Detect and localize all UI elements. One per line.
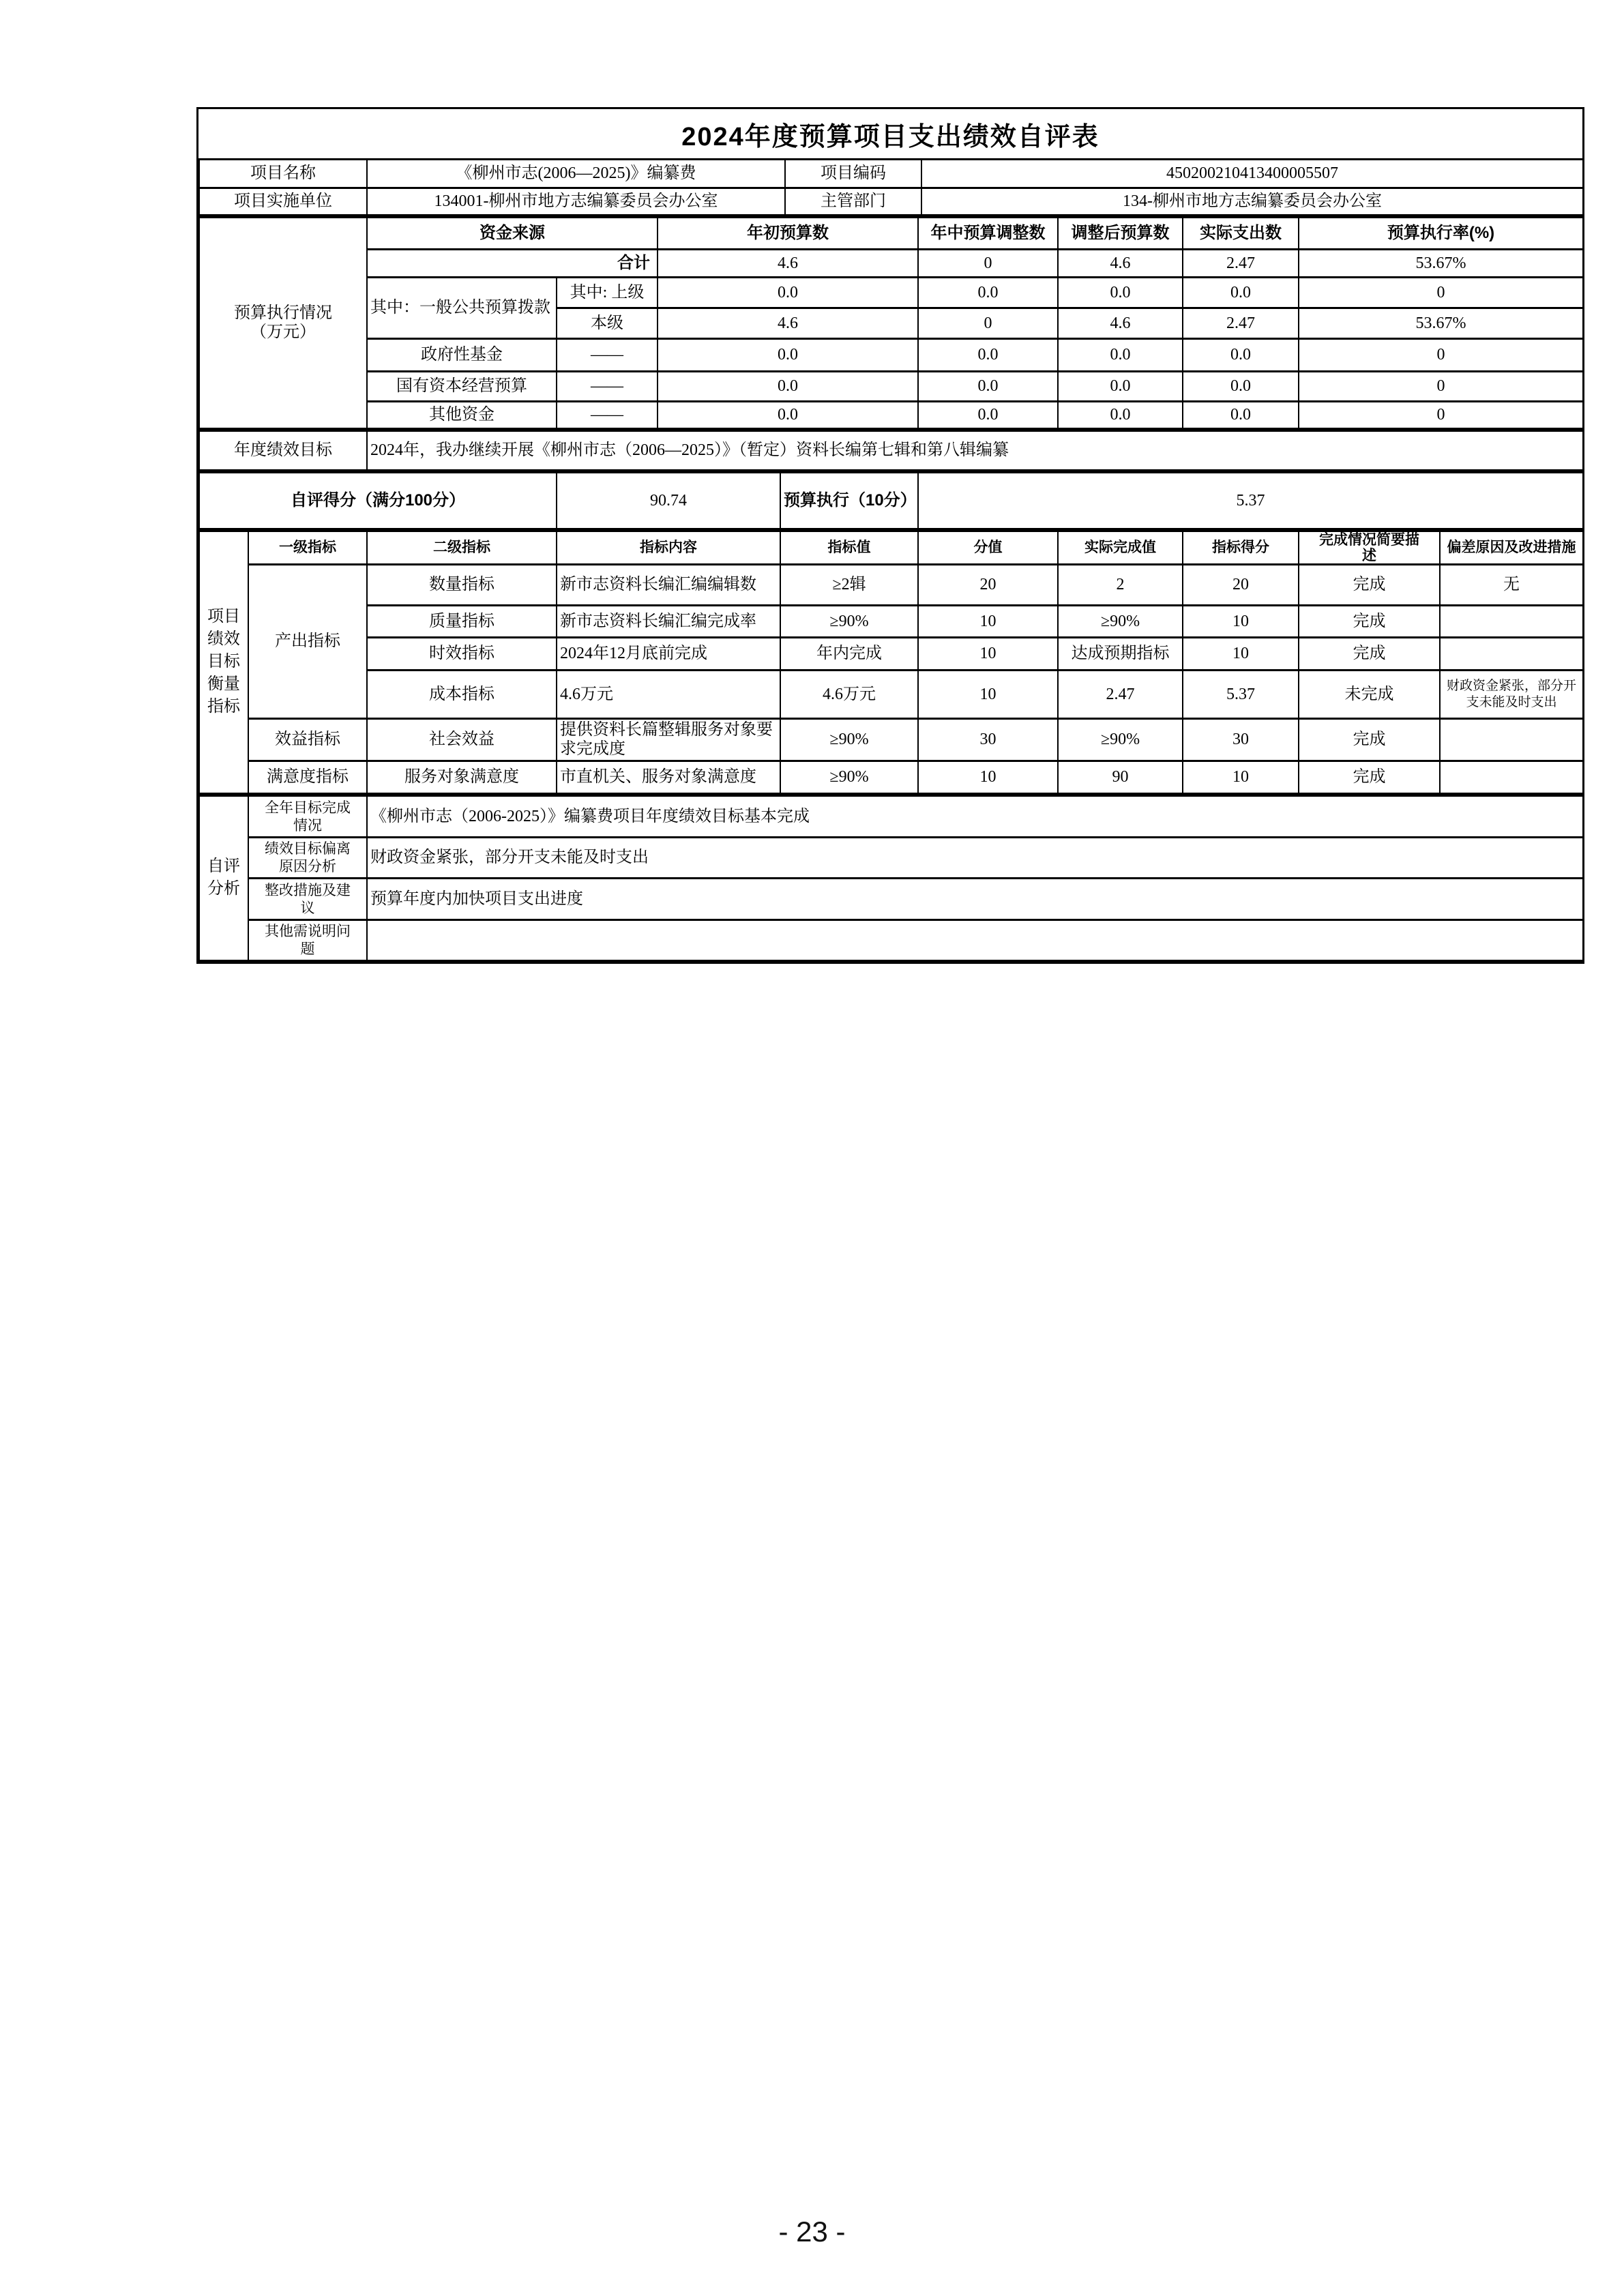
indicators-table — [198, 530, 1584, 795]
indicator-score: 10 — [1183, 637, 1299, 670]
upper-actual: 0.0 — [1183, 277, 1299, 308]
indicator-row-satisfaction — [199, 761, 1583, 793]
total-row — [199, 249, 1583, 277]
total-adjusted: 4.6 — [1058, 249, 1183, 277]
benefit-category-label: 效益指标 — [248, 718, 367, 761]
indicator-target: 年内完成 — [780, 637, 918, 670]
budget-exec-score-label: 预算执行（10分） — [780, 472, 918, 529]
local-mid: 0 — [918, 308, 1058, 338]
analysis-row-label: 全年目标完成情况 — [248, 795, 367, 837]
gov-fund-label: 政府性基金 — [367, 338, 557, 371]
gov-fund-mid: 0.0 — [918, 338, 1058, 371]
analysis-table — [198, 795, 1584, 962]
gov-fund-adjusted: 0.0 — [1058, 338, 1183, 371]
indicator-sub-label: 质量指标 — [367, 605, 557, 637]
state-capital-actual: 0.0 — [1183, 371, 1299, 401]
implementing-unit-value: 134001-柳州市地方志编纂委员会办公室 — [367, 188, 785, 215]
indicator-status: 完成 — [1299, 637, 1440, 670]
indicator-actual: ≥90% — [1058, 718, 1183, 761]
indicator-points: 10 — [918, 637, 1058, 670]
indicator-points: 10 — [918, 605, 1058, 637]
indicator-sub-label: 时效指标 — [367, 637, 557, 670]
upper-adjusted: 0.0 — [1058, 277, 1183, 308]
indicator-score: 30 — [1183, 718, 1299, 761]
indicator-deviation: 财政资金紧张，部分开支未能及时支出 — [1440, 670, 1583, 718]
indicator-deviation: 无 — [1440, 564, 1583, 605]
budget-exec-score-value: 5.37 — [918, 472, 1583, 529]
indicators-side-label: 项目绩效目标衡量指标 — [199, 531, 248, 793]
indicator-target: ≥90% — [780, 718, 918, 761]
indicator-status: 完成 — [1299, 718, 1440, 761]
indicator-deviation — [1440, 761, 1583, 793]
indicator-status: 完成 — [1299, 564, 1440, 605]
budget-execution-table — [198, 216, 1584, 430]
indicator-score: 20 — [1183, 564, 1299, 605]
indicator-actual: 2 — [1058, 564, 1183, 605]
indicator-target: ≥90% — [780, 761, 918, 793]
satisfaction-category-label: 满意度指标 — [248, 761, 367, 793]
implementing-unit-label: 项目实施单位 — [199, 188, 367, 215]
state-capital-mid: 0.0 — [918, 371, 1058, 401]
deviation-header: 偏差原因及改进措施 — [1440, 531, 1583, 564]
self-score-table — [198, 471, 1584, 530]
project-name-value: 《柳州市志(2006—2025)》编纂费 — [367, 160, 785, 188]
gov-fund-rate: 0 — [1299, 338, 1583, 371]
actual-expenditure-header: 实际支出数 — [1183, 217, 1299, 249]
project-code-value: 450200210413400005507 — [921, 160, 1583, 188]
upper-rate: 0 — [1299, 277, 1583, 308]
upper-level-row — [199, 277, 1583, 308]
state-capital-row — [199, 371, 1583, 401]
supervising-dept-value: 134-柳州市地方志编纂委员会办公室 — [921, 188, 1583, 215]
project-code-label: 项目编码 — [785, 160, 921, 188]
state-capital-adjusted: 0.0 — [1058, 371, 1183, 401]
indicator-target: ≥2辑 — [780, 564, 918, 605]
indicator-score: 10 — [1183, 605, 1299, 637]
page-number: - 23 - — [778, 2216, 846, 2248]
local-level-label: 本级 — [557, 308, 658, 338]
annual-goal-content: 2024年，我办继续开展《柳州市志（2006—2025）》（暂定）资料长编第七辑和第八辑编纂 — [367, 430, 1583, 470]
indicator-sub-label: 成本指标 — [367, 670, 557, 718]
local-rate: 53.67% — [1299, 308, 1583, 338]
other-funds-dash: —— — [557, 401, 658, 428]
project-info-table — [198, 160, 1584, 216]
annual-goal-label: 年度绩效目标 — [199, 430, 367, 470]
indicator-score: 5.37 — [1183, 670, 1299, 718]
indicator-target: ≥90% — [780, 605, 918, 637]
other-funds-rate: 0 — [1299, 401, 1583, 428]
indicator-content: 新市志资料长编汇编完成率 — [557, 605, 780, 637]
local-actual: 2.47 — [1183, 308, 1299, 338]
annual-goal-table — [198, 430, 1584, 471]
analysis-row-content: 财政资金紧张，部分开支未能及时支出 — [367, 837, 1583, 878]
level2-header: 二级指标 — [367, 531, 557, 564]
indicator-content: 市直机关、服务对象满意度 — [557, 761, 780, 793]
completion-status-header: 完成情况简要描述 — [1299, 531, 1440, 564]
analysis-row-other — [199, 919, 1583, 960]
points-header: 分值 — [918, 531, 1058, 564]
analysis-row-content: 《柳州市志（2006-2025）》编纂费项目年度绩效目标基本完成 — [367, 795, 1583, 837]
local-initial: 4.6 — [658, 308, 918, 338]
state-capital-initial: 0.0 — [658, 371, 918, 401]
other-funds-initial: 0.0 — [658, 401, 918, 428]
state-capital-label: 国有资本经营预算 — [367, 371, 557, 401]
indicator-content: 提供资料长篇整辑服务对象要求完成度 — [557, 718, 780, 761]
indicator-score-header: 指标得分 — [1183, 531, 1299, 564]
indicator-sub-label: 数量指标 — [367, 564, 557, 605]
total-actual: 2.47 — [1183, 249, 1299, 277]
upper-level-label: 其中: 上级 — [557, 277, 658, 308]
output-category-label: 产出指标 — [248, 564, 367, 718]
analysis-row-content: 预算年度内加快项目支出进度 — [367, 878, 1583, 919]
initial-budget-header: 年初预算数 — [658, 217, 918, 249]
total-rate: 53.67% — [1299, 249, 1583, 277]
gov-fund-dash: —— — [557, 338, 658, 371]
gov-fund-initial: 0.0 — [658, 338, 918, 371]
budget-execution-side-label: 预算执行情况（万元） — [199, 217, 367, 428]
indicator-actual: ≥90% — [1058, 605, 1183, 637]
other-funds-mid: 0.0 — [918, 401, 1058, 428]
funding-source-header: 资金来源 — [367, 217, 658, 249]
indicator-row-benefit — [199, 718, 1583, 761]
execution-rate-header: 预算执行率(%) — [1299, 217, 1583, 249]
indicator-content: 新市志资料长编汇编编辑数 — [557, 564, 780, 605]
indicator-row-quantity — [199, 564, 1583, 605]
indicator-content-header: 指标内容 — [557, 531, 780, 564]
indicator-row-quality — [199, 605, 1583, 637]
total-label: 合计 — [367, 249, 658, 277]
other-funds-label: 其他资金 — [367, 401, 557, 428]
indicator-actual: 2.47 — [1058, 670, 1183, 718]
supervising-dept-label: 主管部门 — [785, 188, 921, 215]
indicator-sub-label: 社会效益 — [367, 718, 557, 761]
analysis-row-content — [367, 919, 1583, 960]
indicator-sub-label: 服务对象满意度 — [367, 761, 557, 793]
indicator-score: 10 — [1183, 761, 1299, 793]
level1-header: 一级指标 — [248, 531, 367, 564]
indicator-target-header: 指标值 — [780, 531, 918, 564]
self-score-label: 自评得分（满分100分） — [199, 472, 557, 529]
indicator-actual: 达成预期指标 — [1058, 637, 1183, 670]
other-funds-row — [199, 401, 1583, 428]
upper-mid: 0.0 — [918, 277, 1058, 308]
analysis-side-label: 自评分析 — [199, 795, 248, 960]
analysis-row-label: 绩效目标偏离原因分析 — [248, 837, 367, 878]
indicator-deviation — [1440, 718, 1583, 761]
indicator-status: 未完成 — [1299, 670, 1440, 718]
indicator-row-timeliness — [199, 637, 1583, 670]
indicator-points: 20 — [918, 564, 1058, 605]
indicator-content: 4.6万元 — [557, 670, 780, 718]
analysis-row-label: 整改措施及建议 — [248, 878, 367, 919]
gov-fund-row — [199, 338, 1583, 371]
total-initial: 4.6 — [658, 249, 918, 277]
general-public-budget-label: 其中：一般公共预算拨款 — [367, 277, 557, 338]
report-title: 2024年度预算项目支出绩效自评表 — [198, 109, 1582, 160]
indicator-actual: 90 — [1058, 761, 1183, 793]
self-score-value: 90.74 — [557, 472, 780, 529]
actual-value-header: 实际完成值 — [1058, 531, 1183, 564]
indicator-points: 30 — [918, 718, 1058, 761]
other-funds-adjusted: 0.0 — [1058, 401, 1183, 428]
analysis-row-label: 其他需说明问题 — [248, 919, 367, 960]
indicator-content: 2024年12月底前完成 — [557, 637, 780, 670]
self-evaluation-sheet — [196, 107, 1584, 964]
adjusted-budget-header: 调整后预算数 — [1058, 217, 1183, 249]
upper-initial: 0.0 — [658, 277, 918, 308]
analysis-row-deviation — [199, 837, 1583, 878]
analysis-row-measures — [199, 878, 1583, 919]
analysis-row-completion — [199, 795, 1583, 837]
gov-fund-actual: 0.0 — [1183, 338, 1299, 371]
indicator-points: 10 — [918, 761, 1058, 793]
indicator-points: 10 — [918, 670, 1058, 718]
indicator-deviation — [1440, 637, 1583, 670]
indicator-deviation — [1440, 605, 1583, 637]
total-mid: 0 — [918, 249, 1058, 277]
mid-year-adjustment-header: 年中预算调整数 — [918, 217, 1058, 249]
indicator-target: 4.6万元 — [780, 670, 918, 718]
project-name-label: 项目名称 — [199, 160, 367, 188]
other-funds-actual: 0.0 — [1183, 401, 1299, 428]
indicator-row-cost — [199, 670, 1583, 718]
indicator-status: 完成 — [1299, 605, 1440, 637]
local-adjusted: 4.6 — [1058, 308, 1183, 338]
state-capital-dash: —— — [557, 371, 658, 401]
state-capital-rate: 0 — [1299, 371, 1583, 401]
indicator-status: 完成 — [1299, 761, 1440, 793]
